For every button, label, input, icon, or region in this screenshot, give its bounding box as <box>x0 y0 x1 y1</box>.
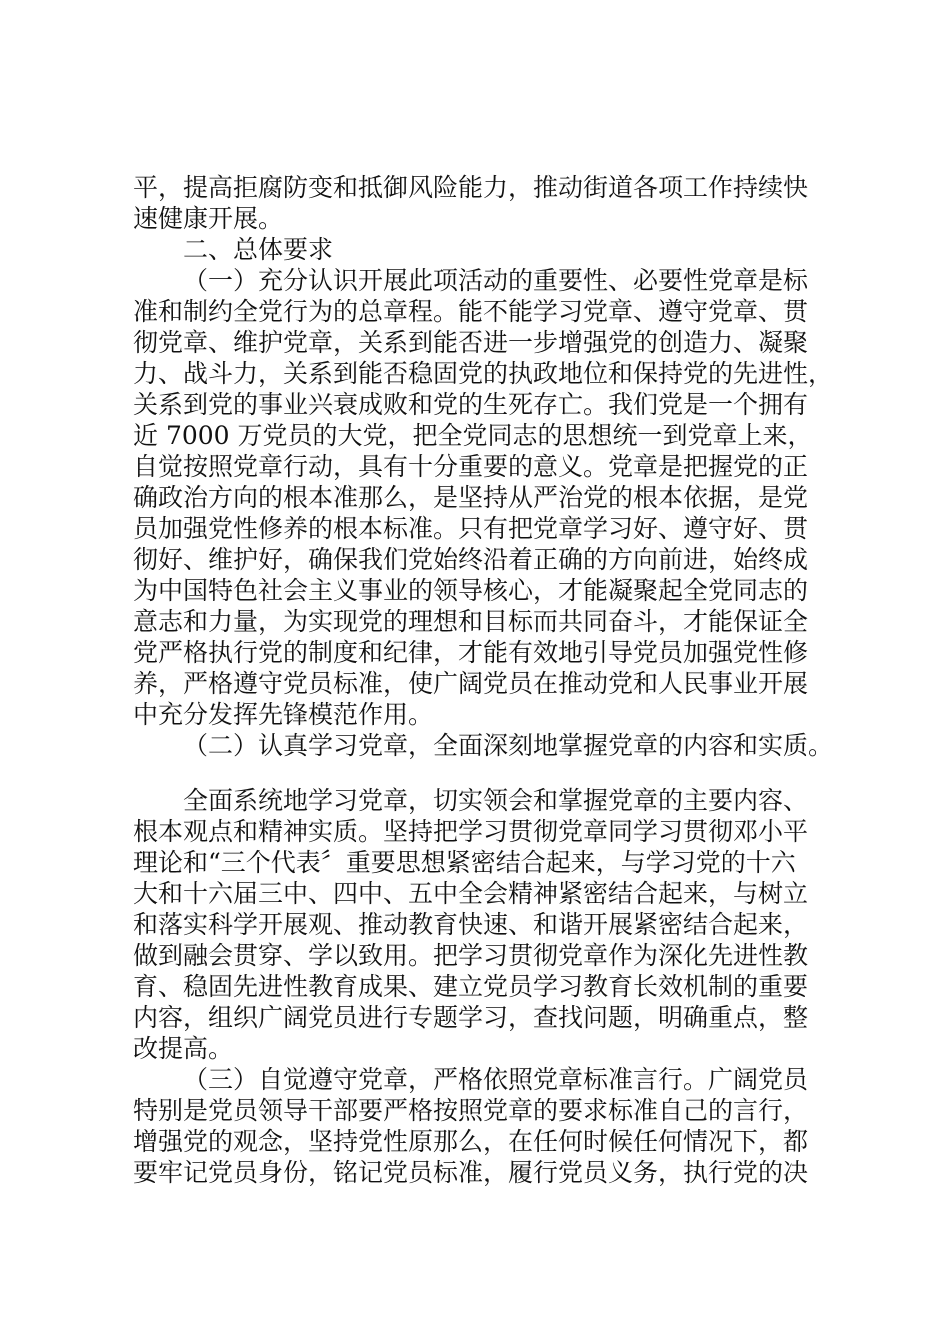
text-line: 关系到党的事业兴衰成败和党的生死存亡。我们党是一个拥有 <box>133 390 809 419</box>
text-line: 近 7000 万党员的大党，把全党同志的思想统一到党章上来， <box>133 421 813 450</box>
document-body <box>133 172 834 1188</box>
section-heading: 二、总体要求 <box>183 235 334 264</box>
text-line: 大和十六届三中、四中、五中全会精神紧密结合起来，与树立 <box>133 879 809 908</box>
text-line: 全面系统地学习党章，切实领会和掌握党章的主要内容、 <box>183 786 809 815</box>
text-line: 根本观点和精神实质。坚持把学习贯彻党章同学习贯彻邓小平 <box>133 817 809 846</box>
text-line: 意志和力量，为实现党的理想和目标而共同奋斗，才能保证全 <box>133 607 809 636</box>
text-line: 平，提高拒腐防变和抵御风险能力，推动街道各项工作持续快 <box>133 173 809 202</box>
text-line: 确政治方向的根本准那么，是坚持从严治党的根本依据，是党 <box>133 483 809 512</box>
text-line: 理论和“三个代表〞重要思想紧密结合起来，与学习党的十六 <box>133 848 796 877</box>
text-line: 增强党的观念，坚持党性原那么，在任何时候任何情况下，都 <box>133 1127 809 1156</box>
text-line: 要牢记党员身份，铭记党员标准，履行党员义务，执行党的决 <box>133 1158 809 1187</box>
text-line: 特别是党员领导干部要严格按照党章的要求标准自己的言行， <box>133 1096 809 1125</box>
text-line: 内容，组织广阔党员进行专题学习，查找问题，明确重点，整 <box>133 1003 809 1032</box>
text-line: 中充分发挥先锋模范作用。 <box>133 700 434 729</box>
text-line: 养，严格遵守党员标准，使广阔党员在推动党和人民事业开展 <box>133 669 809 698</box>
text-line: 和落实科学开展观、推动教育快速、和谐开展紧密结合起来， <box>133 910 809 939</box>
text-line: 速健康开展。 <box>133 204 284 233</box>
subsection-heading: （三）自觉遵守党章，严格依照党章标准言行。广阔党员 <box>183 1065 809 1094</box>
paragraph-gap <box>133 761 827 785</box>
subsection-heading: （一）充分认识开展此项活动的重要性、必要性党章是标 <box>183 266 809 295</box>
text-line: 员加强党性修养的根本标准。只有把党章学习好、遵守好、贯 <box>133 514 809 543</box>
text-line: 育、稳固先进性教育成果、建立党员学习教育长效机制的重要 <box>133 972 809 1001</box>
text-line: 自觉按照党章行动，具有十分重要的意义。党章是把握党的正 <box>133 452 809 481</box>
text-line: 彻党章、维护党章，关系到能否进一步增强党的创造力、凝聚 <box>133 328 809 357</box>
subsection-heading: （二）认真学习党章，全面深刻地掌握党章的内容和实质。 <box>183 731 834 760</box>
text-line: 改提高。 <box>133 1034 234 1063</box>
text-line: 准和制约全党行为的总章程。能不能学习党章、遵守党章、贯 <box>133 297 809 326</box>
text-line: 力、战斗力，关系到能否稳固党的执政地位和保持党的先进性， <box>133 359 834 388</box>
text-line: 彻好、维护好，确保我们党始终沿着正确的方向前进，始终成 <box>133 545 809 574</box>
text-line: 做到融会贯穿、学以致用。把学习贯彻党章作为深化先进性教 <box>133 941 809 970</box>
text-line: 党严格执行党的制度和纪律，才能有效地引导党员加强党性修 <box>133 638 809 667</box>
text-line: 为中国特色社会主义事业的领导核心，才能凝聚起全党同志的 <box>133 576 809 605</box>
